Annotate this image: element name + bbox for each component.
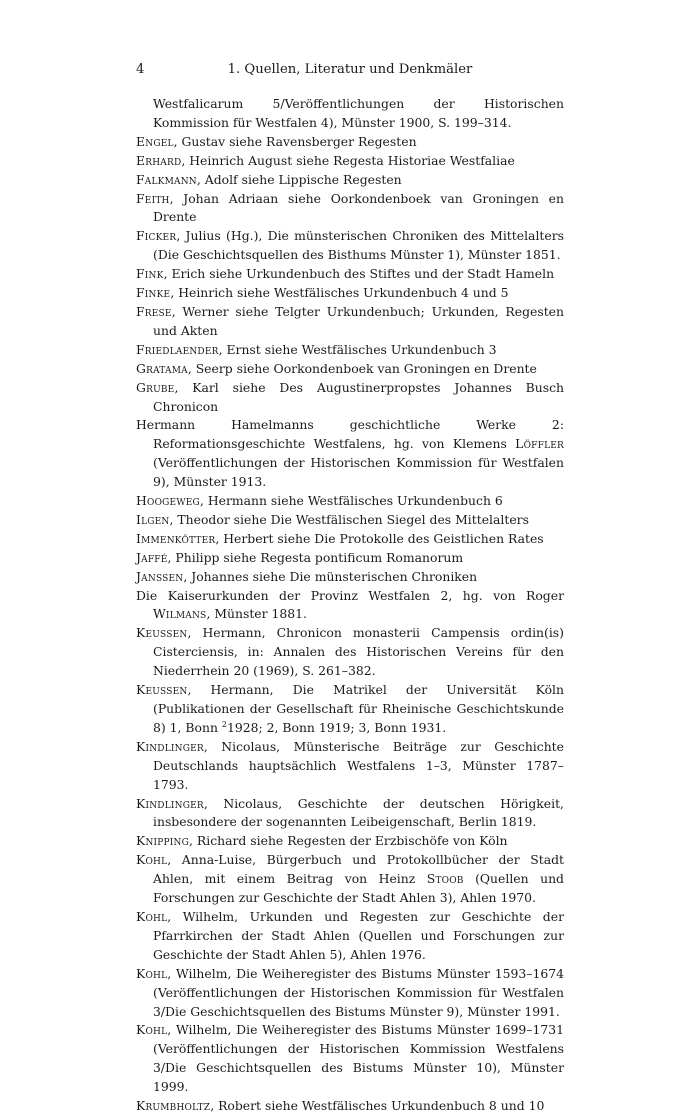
bibliography-entry: Kindlinger, Nicolaus, Münsterische Beiträge zur Geschichte Deutschlands hauptsächlich Westfalens 1–3, Münster 1787–1793.	[136, 738, 564, 792]
author-name: Krumbholtz	[136, 1098, 211, 1114]
bibliography-entry: Hermann Hamelmanns geschichtliche Werke 2: Reformationsgeschichte Westfalens, hg. von Klemens Löffler (Veröffentlichungen der Historischen Kommission für Westfalen 9), Münster 1913.	[136, 417, 564, 490]
bibliography-entry: Gratama, Seerp siehe Oorkondenboek van Groningen en Drente	[136, 360, 537, 376]
bibliography-entry: Jaffé, Philipp siehe Regesta pontificum Romanorum	[136, 549, 464, 565]
contributor-name: Stoob	[426, 871, 464, 887]
page-number: 4	[136, 62, 145, 77]
author-name: Finke	[136, 285, 171, 301]
page-header	[136, 62, 564, 82]
running-title: 1. Quellen, Literatur und Denkmäler	[227, 62, 473, 77]
author-name: Grube	[136, 379, 175, 395]
author-name: Ilgen	[136, 511, 170, 527]
author-name: Hoogeweg	[136, 493, 200, 509]
bibliography-entry: Kohl, Wilhelm, Die Weiheregister des Bistums Münster 1593–1674 (Veröffentlichungen der Historischen Kommission für Westfalen 3/Die Geschichtsquellen des Bistums Münster 9), Münster 1991.	[136, 965, 564, 1019]
author-name: Janssen	[136, 568, 184, 584]
author-name: Kindlinger	[136, 738, 204, 754]
editor-name: Wilmans	[153, 606, 207, 622]
author-name: Erhard	[136, 152, 182, 168]
author-name: Kohl	[136, 1022, 168, 1038]
bibliography-entry: Ilgen, Theodor siehe Die Westfälischen Siegel des Mittelalters	[136, 511, 529, 527]
editor-name: Löffler	[515, 436, 564, 452]
author-name: Falkmann	[136, 171, 197, 187]
bibliography-entry: Die Kaiserurkunden der Provinz Westfalen 2, hg. von Roger Wilmans, Münster 1881.	[136, 587, 564, 622]
author-name: Immenkötter	[136, 530, 216, 546]
bibliography-entry: Kohl, Wilhelm, Die Weiheregister des Bistums Münster 1699–1731 (Veröffentlichungen der Historischen Kommission Westfalens 3/Die Geschichtsquellen des Bistums Münster 10), Münster 1999.	[136, 1022, 564, 1095]
author-name: Jaffé	[136, 549, 168, 565]
author-name: Friedlaender	[136, 341, 219, 357]
bibliography-entry: Westfalicarum 5/Veröffentlichungen der Historischen Kommission für Westfalen 4), Münster 1900, S. 199–314.	[153, 96, 564, 130]
bibliography-entry: Friedlaender, Ernst siehe Westfälisches Urkundenbuch 3	[136, 341, 497, 357]
bibliography-entry: Kindlinger, Nicolaus, Geschichte der deutschen Hörigkeit, insbesondere der sogenannten Leibeigenschaft, Berlin 1819.	[136, 795, 564, 830]
author-name: Kohl	[136, 908, 168, 924]
author-name: Feith	[136, 190, 170, 206]
bibliography-entry: Finke, Heinrich siehe Westfälisches Urkundenbuch 4 und 5	[136, 285, 509, 301]
author-name: Frese	[136, 303, 172, 319]
bibliography-entry: Knipping, Richard siehe Regesten der Erzbischöfe von Köln	[136, 833, 508, 849]
author-name: Gratama	[136, 360, 188, 376]
bibliography-entry: Krumbholtz, Robert siehe Westfälisches Urkundenbuch 8 und 10	[136, 1098, 545, 1114]
author-name: Keussen	[136, 682, 188, 698]
bibliography-entry: Immenkötter, Herbert siehe Die Protokolle des Geistlichen Rates	[136, 530, 544, 546]
author-name: Keussen	[136, 625, 188, 641]
bibliography-entry: Keussen, Hermann, Die Matrikel der Universität Köln (Publikationen der Gesellschaft für Rheinische Geschichtskunde 8) 1, Bonn $^2$1928; 2, Bonn 1919; 3, Bonn 1931.	[136, 682, 564, 735]
author-name: Kohl	[136, 965, 168, 981]
bibliography-entry: Grube, Karl siehe Des Augustinerpropstes Johannes Busch Chronicon	[136, 379, 564, 414]
bibliography-entry: Engel, Gustav siehe Ravensberger Regesten	[136, 133, 417, 149]
bibliography-entry: Janssen, Johannes siehe Die münsterischen Chroniken	[136, 568, 478, 584]
bibliography-entry: Keussen, Hermann, Chronicon monasterii Campensis ordin(is) Cisterciensis, in: Annalen des Historischen Vereins für den Niederrhein 20 (1969), S. 261–382.	[136, 625, 564, 679]
bibliography-entry: Hoogeweg, Hermann siehe Westfälisches Urkundenbuch 6	[136, 493, 503, 509]
bibliography-entry: Ficker, Julius (Hg.), Die münsterischen Chroniken des Mittelalters (Die Geschichtsquellen des Bisthums Münster 1), Münster 1851.	[136, 228, 564, 263]
bibliography-entry: Erhard, Heinrich August siehe Regesta Historiae Westfaliae	[136, 152, 515, 168]
bibliography-list	[136, 95, 564, 1116]
bibliography-entry: Fink, Erich siehe Urkundenbuch des Stiftes und der Stadt Hameln	[136, 266, 555, 282]
author-name: Kindlinger	[136, 795, 204, 811]
bibliography-entry: Feith, Johan Adriaan siehe Oorkondenboek van Groningen en Drente	[136, 190, 564, 225]
author-name: Ficker	[136, 228, 177, 244]
edition-superscript: 2	[221, 719, 227, 729]
author-name: Engel	[136, 133, 174, 149]
author-name: Fink	[136, 266, 164, 282]
author-name: Kohl	[136, 852, 168, 868]
bibliography-entry: Kohl, Anna-Luise, Bürgerbuch und Protokollbücher der Stadt Ahlen, mit einem Beitrag von Heinz Stoob (Quellen und Forschungen zur Geschichte der Stadt Ahlen 3), Ahlen 1970.	[136, 852, 564, 906]
author-name: Knipping	[136, 833, 190, 849]
bibliography-entry: Kohl, Wilhelm, Urkunden und Regesten zur Geschichte der Pfarrkirchen der Stadt Ahlen (Quellen und Forschungen zur Geschichte der Stadt Ahlen 5), Ahlen 1976.	[136, 908, 564, 962]
bibliography-entry: Falkmann, Adolf siehe Lippische Regesten	[136, 171, 402, 187]
bibliography-entry: Frese, Werner siehe Telgter Urkundenbuch; Urkunden, Regesten und Akten	[136, 303, 564, 338]
